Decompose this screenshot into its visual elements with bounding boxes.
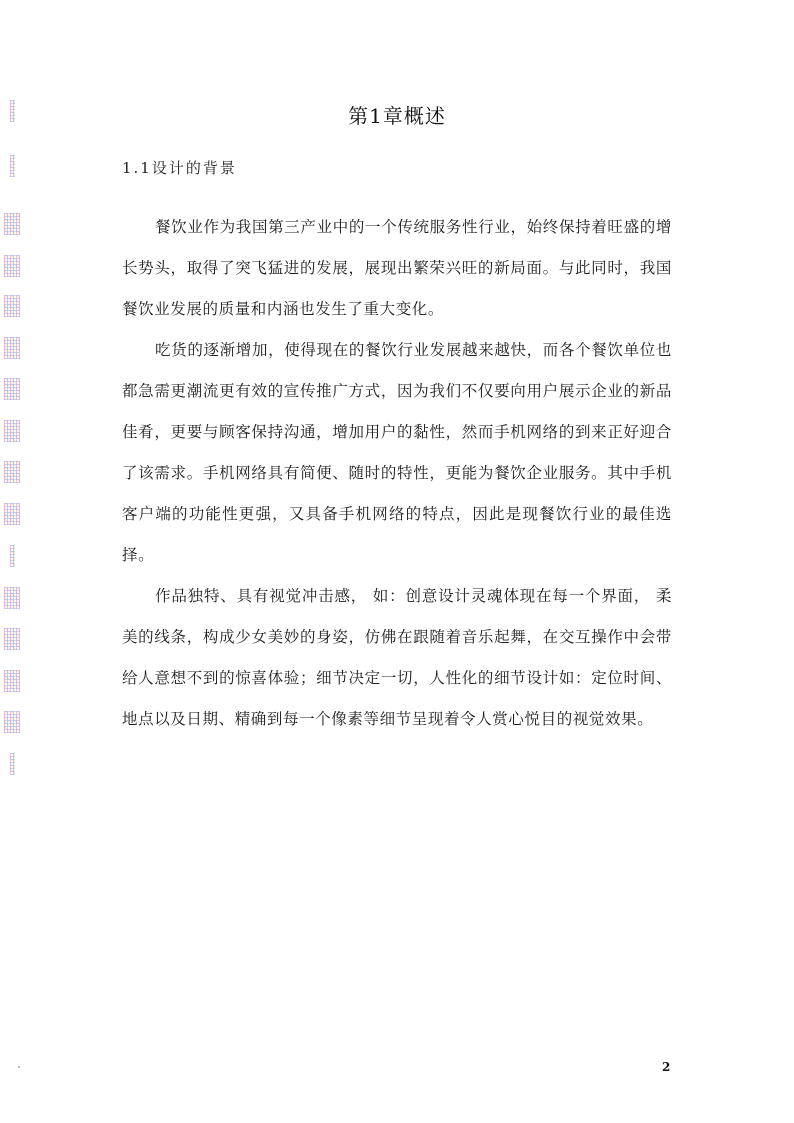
scan-mark	[10, 753, 15, 775]
paragraph: 作品独特、具有视觉冲击感， 如：创意设计灵魂体现在每一个界面， 柔美的线条，构成少女美妙的身姿，仿佛在跟随着音乐起舞，在交互操作中会带给人意想不到的惊喜体验；细节决定一切，人性化的细节设计如：定位时间、地点以及日期、精确到每一个像素等细节呈现着令人赏心悦目的视觉效果。	[122, 587, 672, 728]
scan-mark	[4, 295, 20, 317]
scan-mark	[4, 461, 20, 483]
scan-mark	[4, 503, 20, 525]
scan-dot	[18, 1066, 20, 1068]
scan-mark	[4, 628, 20, 650]
chapter-title: 第1章概述	[348, 104, 446, 128]
scan-mark	[4, 213, 20, 235]
scan-mark	[4, 587, 20, 609]
paragraph: 吃货的逐渐增加，使得现在的餐饮行业发展越来越快，而各个餐饮单位也都急需更潮流更有效的宣传推广方式，因为我们不仅要向用户展示企业的新品佳肴，更要与顾客保持沟通，增加用户的黏性，然而手机网络的到来正好迎合了该需求。手机网络具有简便、随时的特性，更能为餐饮企业服务。其中手机客户端的功能性更强，又具备手机网络的特点，因此是现餐饮行业的最佳选择。	[122, 341, 672, 564]
scan-mark	[4, 420, 20, 442]
paragraph: 餐饮业作为我国第三产业中的一个传统服务性行业，始终保持着旺盛的增长势头，取得了突飞猛进的发展，展现出繁荣兴旺的新局面。与此同时，我国餐饮业发展的质量和内涵也发生了重大变化。	[122, 218, 672, 318]
scan-mark	[4, 378, 20, 400]
scan-mark	[4, 255, 20, 277]
page-number: 2	[662, 1060, 671, 1074]
body-text	[122, 207, 672, 740]
scan-mark	[4, 670, 20, 692]
scan-mark	[10, 545, 15, 567]
scan-mark	[10, 155, 15, 177]
scan-mark	[4, 711, 20, 733]
scan-mark	[4, 337, 20, 359]
section-heading: 1.1设计的背景	[122, 159, 237, 177]
